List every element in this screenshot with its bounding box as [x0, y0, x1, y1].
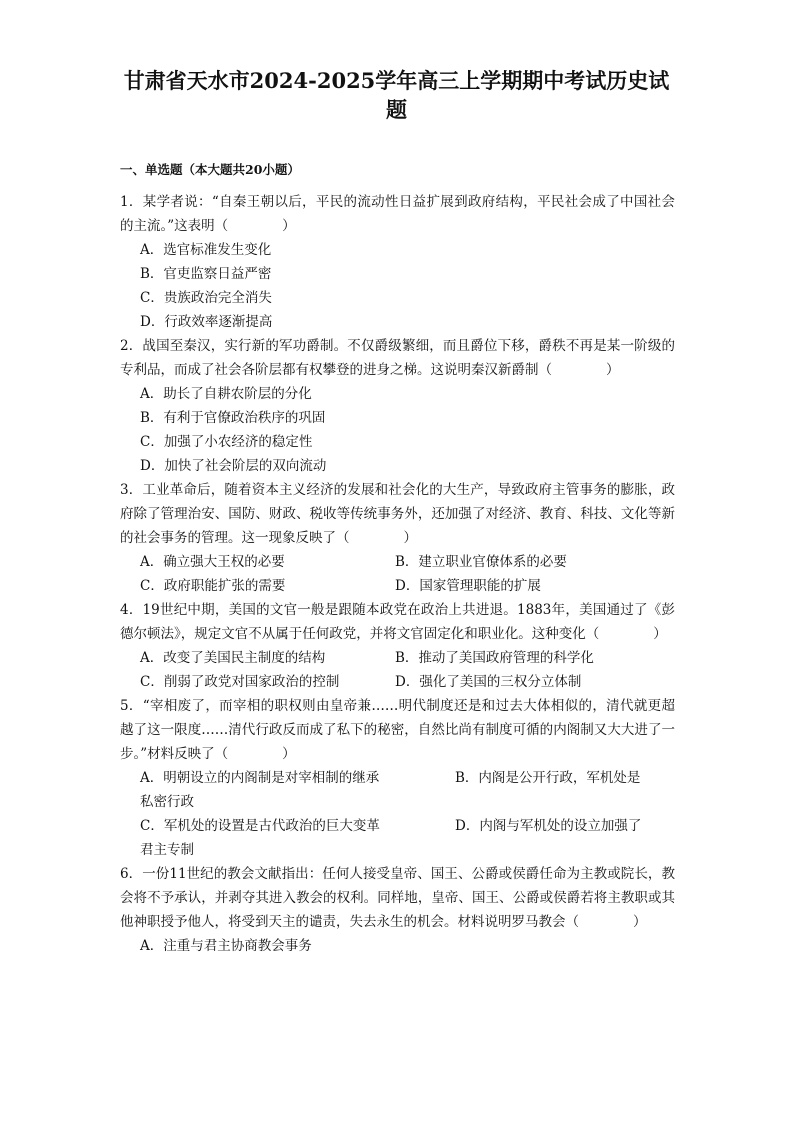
option-a[interactable]: A．改变了美国民主制度的结构 [140, 650, 326, 666]
question-list [120, 190, 675, 958]
option-c[interactable]: C．贵族政治完全消失 [140, 290, 272, 306]
option-a[interactable]: A．选官标准发生变化 [140, 242, 272, 258]
option-d[interactable]: D．加快了社会阶层的双向流动 [140, 458, 327, 474]
option-b[interactable]: B．官吏监察日益严密 [140, 266, 272, 282]
option-b[interactable]: B．内阁是公开行政，军机处是 [455, 770, 641, 786]
option-row [120, 766, 675, 790]
option-a[interactable]: A．明朝设立的内阁制是对宰相制的继承 [140, 770, 380, 786]
option-d[interactable]: D．行政效率逐渐提高 [140, 314, 273, 330]
question-stem: 2．战国至秦汉，实行新的军功爵制。不仅爵级繁细，而且爵位下移，爵秩不再是某一阶级的专利品，而成了社会各阶层都有权攀登的进身之梯。这说明秦汉新爵制（ ） [120, 338, 675, 378]
option-list [120, 934, 675, 958]
option-d[interactable]: D．强化了美国的三权分立体制 [395, 674, 582, 690]
option-b-continued: 私密行政 [140, 794, 194, 810]
option-c[interactable]: C．政府职能扩张的需要 [140, 578, 286, 594]
option-a[interactable]: A．确立强大王权的必要 [140, 554, 285, 570]
question-stem: 6．一份11世纪的教会文献指出：任何人接受皇帝、国王、公爵或侯爵任命为主教或院长，教会将不予承认，并剥夺其进入教会的权利。同样地，皇帝、国王、公爵或侯爵若将主教职或其他神职授予他人，将受到天主的谴责，失去永生的机会。材料说明罗马教会（ ） [120, 866, 675, 930]
option-list [120, 382, 675, 478]
option-row [120, 574, 675, 598]
title-line-1: 甘肃省天水市2024-2025学年高三上学期期中考试历史试 [123, 68, 670, 93]
title-line-2: 题 [386, 97, 407, 122]
option-c[interactable]: C．削弱了政党对国家政治的控制 [140, 674, 340, 690]
option-b[interactable]: B．有利于官僚政治秩序的巩固 [140, 410, 326, 426]
question-stem: 1．某学者说：“自秦王朝以后，平民的流动性日益扩展到政府结构，平民社会成了中国社会的主流。”这表明（ ） [120, 194, 675, 234]
option-row [120, 814, 675, 838]
section-heading: 一、单选题（本大题共20小题） [120, 162, 300, 177]
option-b[interactable]: B．建立职业官僚体系的必要 [395, 554, 567, 570]
option-row [120, 646, 675, 670]
option-row [120, 670, 675, 694]
option-a[interactable]: A．助长了自耕农阶层的分化 [140, 386, 312, 402]
question-stem: 3．工业革命后，随着资本主义经济的发展和社会化的大生产，导致政府主管事务的膨胀，政府除了管理治安、国防、财政、税收等传统事务外，还加强了对经济、教育、科技、文化等新的社会事务的管理。这一现象反映了（ ） [120, 482, 675, 546]
option-d[interactable]: D．内阁与军机处的设立加强了 [455, 818, 642, 834]
option-c[interactable]: C．军机处的设置是古代政治的巨大变革 [140, 818, 380, 834]
option-row [120, 550, 675, 574]
option-d-continued: 君主专制 [140, 842, 194, 858]
option-list [120, 238, 675, 334]
question-stem: 4．19世纪中期，美国的文官一般是跟随本政党在政治上共进退。1883年，美国通过了《彭德尔顿法》，规定文官不从属于任何政党，并将文官固定化和职业化。这种变化（ ） [120, 602, 675, 642]
option-b[interactable]: B．推动了美国政府管理的科学化 [395, 650, 594, 666]
option-a[interactable]: A．注重与君主协商教会事务 [140, 938, 312, 954]
question-stem: 5．“宰相废了，而宰相的职权则由皇帝兼……明代制度还是和过去大体相似的，清代就更超越了这一限度……清代行政反而成了私下的秘密，自然比尚有制度可循的内阁制又大大进了一步。”材料反映了（ ） [120, 698, 675, 762]
option-c[interactable]: C．加强了小农经济的稳定性 [140, 434, 313, 450]
page-title [100, 66, 693, 124]
option-d[interactable]: D．国家管理职能的扩展 [395, 578, 541, 594]
